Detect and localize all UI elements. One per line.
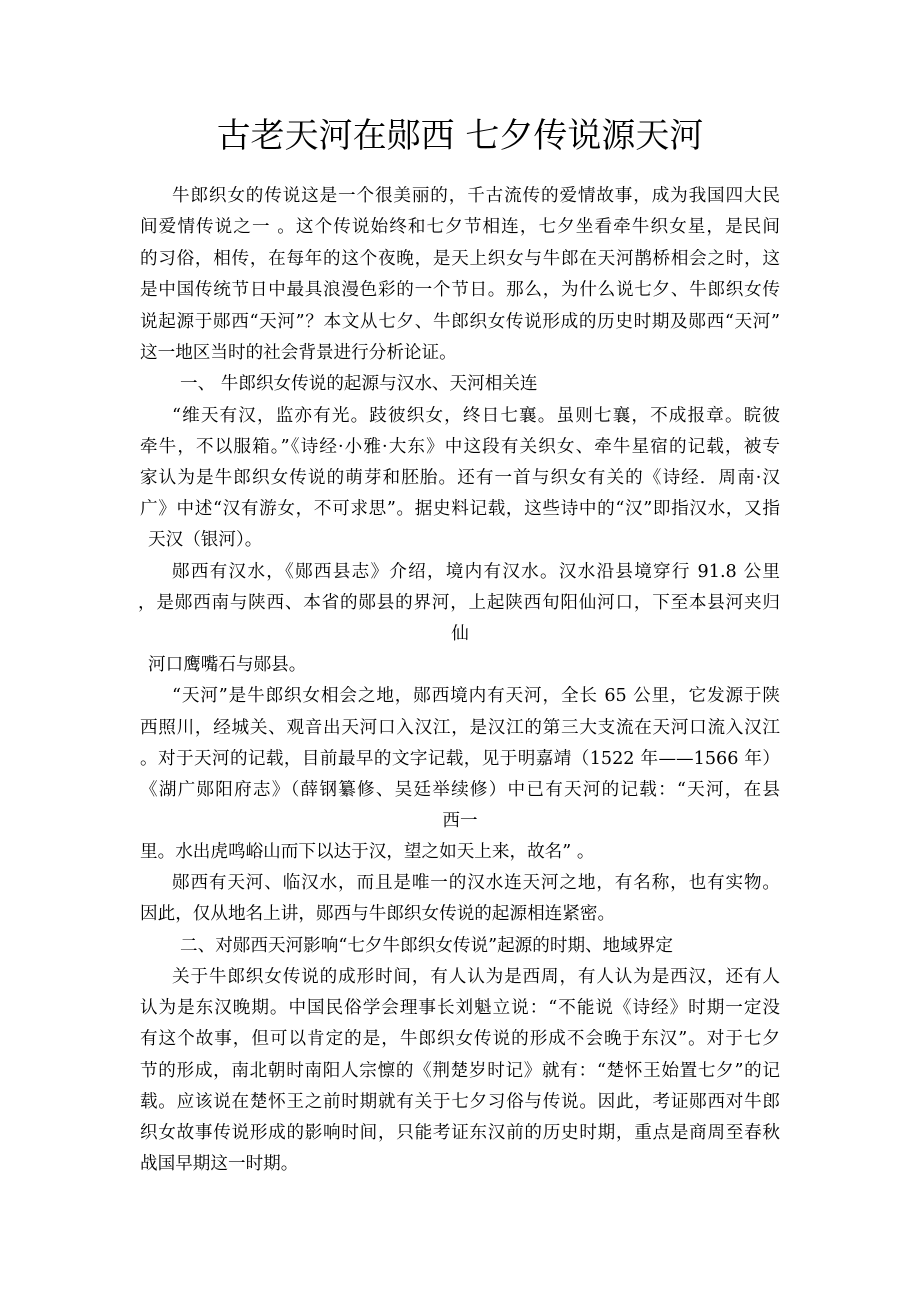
body-line: 牵牛，不以服箱。”《诗经·小雅·大东》中这段有关织女、牵牛星宿的记载，被专: [140, 437, 780, 457]
body-line: 这一地区当时的社会背景进行分析论证。: [140, 343, 457, 363]
body-line: 《湖广郧阳府志》（薛钢纂修、吴廷举续修）中已有天河的记载：“天河，在县: [140, 780, 780, 800]
body-line: 的习俗，相传，在每年的这个夜晚，是天上织女与牛郎在天河鹊桥相会之时，这: [140, 249, 780, 269]
document-title: 古老天河在郧西 七夕传说源天河: [216, 116, 704, 156]
body-line: 郧西有汉水，《郧西县志》介绍，境内有汉水。汉水沿县境穿行 91.8 公里: [172, 562, 780, 582]
body-line: “维天有汉，监亦有光。跂彼织女，终日七襄。虽则七襄，不成报章。睆彼: [172, 406, 780, 426]
body-line: 有这个故事，但可以肯定的是，牛郎织女传说的形成不会晚于东汉”。对于七夕: [140, 1029, 780, 1049]
body-line: 二、对郧西天河影响“七夕牛郎织女传说”起源的时期、地域界定: [180, 936, 674, 956]
body-line: 家认为是牛郎织女传说的萌芽和胚胎。还有一首与织女有关的《诗经．周南·汉: [140, 468, 780, 488]
body-line: 载。应该说在楚怀王之前时期就有关于七夕习俗与传说。因此，考证郧西对牛郎: [140, 1092, 780, 1112]
body-line: 一、 牛郎织女传说的起源与汉水、天河相关连: [180, 374, 538, 394]
body-line: 织女故事传说形成的影响时间，只能考证东汉前的历史时期，重点是商周至春秋: [140, 1123, 780, 1143]
body-line: 天汉（银河）。: [148, 530, 263, 550]
body-line: 仙: [451, 624, 469, 644]
body-line: 说起源于郧西“天河”？本文从七夕、牛郎织女传说形成的历史时期及郧西“天河”: [140, 312, 780, 332]
body-line: 河口鹰嘴石与郧县。: [148, 655, 307, 675]
body-line: 里。水出虎鸣峪山而下以达于汉，望之如天上来，故名” 。: [140, 842, 595, 862]
body-line: ，是郧西南与陕西、本省的郧县的界河，上起陕西旬阳仙河口，下至本县河夹归: [138, 593, 780, 613]
body-line: 节的形成，南北朝时南阳人宗懔的《荆楚岁时记》就有：“楚怀王始置七夕”的记: [140, 1061, 780, 1081]
body-line: 认为是东汉晚期。中国民俗学会理事长刘魁立说：“不能说《诗经》时期一定没: [140, 998, 780, 1018]
body-line: 是中国传统节日中最具浪漫色彩的一个节日。那么，为什么说七夕、牛郎织女传: [140, 280, 780, 300]
body-line: 间爱情传说之一 。这个传说始终和七夕节相连，七夕坐看牵牛织女星，是民间: [140, 217, 780, 237]
body-line: 牛郎织女的传说这是一个很美丽的，千古流传的爱情故事，成为我国四大民: [172, 186, 780, 206]
body-line: 广》中述“汉有游女，不可求思”。据史料记载，这些诗中的“汉”即指汉水，又指: [140, 499, 780, 519]
body-line: 西照川，经城关、观音出天河口入汉江，是汉江的第三大支流在天河口流入汉江: [140, 718, 780, 738]
body-line: 战国早期这一时期。: [140, 1154, 299, 1174]
body-line: 关于牛郎织女传说的成形时间，有人认为是西周，有人认为是西汉，还有人: [172, 967, 780, 987]
body-line: 。对于天河的记载，目前最早的文字记载，见于明嘉靖（1522 年——1566 年）: [140, 749, 780, 769]
body-line: 郧西有天河、临汉水，而且是唯一的汉水连天河之地，有名称，也有实物。: [172, 873, 780, 893]
body-line: 西一: [442, 811, 478, 831]
body-line: “天河”是牛郎织女相会之地，郧西境内有天河，全长 65 公里，它发源于陕: [172, 686, 780, 706]
body-line: 因此，仅从地名上讲，郧西与牛郎织女传说的起源相连紧密。: [140, 904, 616, 924]
